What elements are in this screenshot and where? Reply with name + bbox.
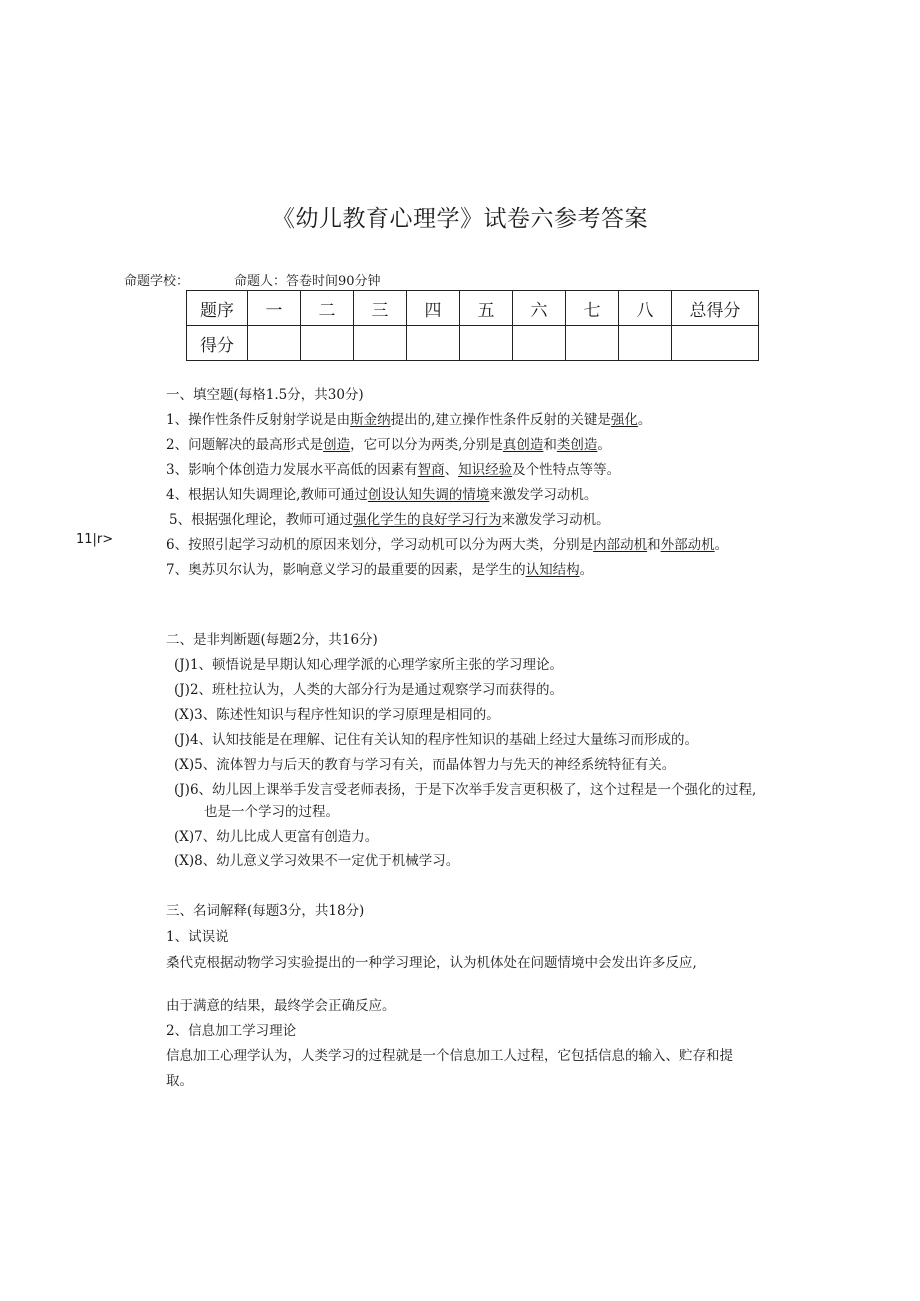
term-definition: 由于满意的结果，最终学会正确反应。 [166,998,396,1014]
judgment-item-continuation: 也是一个学习的过程。 [204,804,339,820]
page-title: 《幼儿教育心理学》试卷六参考答案 [272,206,648,232]
term-title: 2、信息加工学习理论 [166,1023,297,1039]
q-text: 4、根据认知失调理论,教师可通过 [166,487,368,503]
answer: 外部动机 [660,537,715,553]
answer: 强化学生的良好学习行为 [353,512,502,528]
answer: 斯金纳 [350,412,391,428]
score-cell [513,326,566,361]
judgment-item: (J)1、顿悟说是早期认知心理学派的心理学家所主张的学习理论。 [174,657,564,673]
q-text: 1、操作性条件反射射学说是由 [166,412,351,428]
answer: 智商 [417,462,445,478]
score-header-cell: 三 [354,291,407,326]
margin-note: 11|r> [76,532,114,547]
score-cell [248,326,301,361]
judgment-item: (J)4、认知技能是在理解、记住有关认知的程序性知识的基础上经过大量练习而形成的。 [174,732,699,748]
judgment-item: (J)2、班杜拉认为，人类的大部分行为是通过观察学习而获得的。 [174,682,564,698]
term-definition: 取。 [166,1073,193,1089]
score-cell [619,326,672,361]
judgment-item: (X)5、流体智力与后天的教育与学习有关，而晶体智力与先天的神经系统特征有关。 [174,757,676,773]
q-text: 5、根据强化理论，教师可通过 [169,512,354,528]
score-header-cell: 五 [460,291,513,326]
question-4 [166,486,597,504]
score-header-cell: 题序 [187,291,248,326]
answer: 知识经验 [458,462,513,478]
score-cell [460,326,513,361]
q-text: 2、问题解决的最高形式是 [166,437,324,453]
answer: 内部动机 [593,537,648,553]
q-text: 。 [579,562,594,578]
q-text: 及个性特点等等。 [512,462,621,478]
answer: 创设认知失调的情境 [367,487,490,503]
score-header-cell: 一 [248,291,301,326]
q-text: 。 [637,412,652,428]
score-cell [672,326,759,361]
q-text: 来激发学习动机。 [489,487,598,503]
score-header-cell: 六 [513,291,566,326]
question-2 [166,436,611,454]
section3-heading: 三、名词解释(每题3分，共18分) [166,903,365,919]
answer: 类创造 [556,437,598,453]
term-definition: 桑代克根据动物学习实验提出的一种学习理论，认为机体处在问题情境中会发出许多反应, [166,955,697,971]
score-header-cell: 四 [407,291,460,326]
q-text: ，它可以分为两类,分别是 [350,437,503,453]
score-header-cell: 八 [619,291,672,326]
q-text: 3、影响个体创造力发展水平高低的因素有 [166,462,418,478]
q-text: 和 [647,537,661,553]
judgment-item: (X)3、陈述性知识与程序性知识的学习原理是相同的。 [174,707,500,723]
score-cell [566,326,619,361]
question-1 [166,411,651,429]
score-header-cell: 七 [566,291,619,326]
q-text: 。 [714,537,729,553]
score-cell [354,326,407,361]
term-definition: 信息加工心理学认为，人类学习的过程就是一个信息加工人过程，它包括信息的输入、贮存和提 [166,1048,733,1064]
answer: 强化 [610,412,638,428]
author-time: 命题人：答卷时间90分钟 [234,274,381,289]
score-table [186,290,759,361]
judgment-item: (X)7、幼儿比成人更富有创造力。 [174,829,379,845]
q-text: 来激发学习动机。 [501,512,610,528]
score-header-cell: 二 [301,291,354,326]
score-cell [407,326,460,361]
q-text: 6、按照引起学习动机的原因来划分，学习动机可以分为两大类，分别是 [166,537,594,553]
score-table-score-row [187,326,759,361]
judgment-item: (X)8、幼儿意义学习效果不一定优于机械学习。 [174,853,460,869]
section1-heading: 一、填空题(每格1.5分，共30分) [166,387,364,403]
question-3 [166,461,620,479]
question-6 [166,536,728,554]
score-cell [301,326,354,361]
judgment-item: (J)6、幼儿因上课举手发言受老师表扬，于是下次举手发言更积极了，这个过程是一个强化的过程, [174,782,757,798]
answer: 创造 [323,437,351,453]
q-text: 、 [444,462,459,478]
answer: 认知结构 [525,562,580,578]
q-text: 。 [597,437,611,453]
q-text: 提出的,建立操作性条件反射的关键是 [390,412,611,428]
q-text: 和 [543,437,557,453]
section2-heading: 二、是非判断题(每题2分，共16分) [166,632,378,648]
question-5 [169,511,610,529]
term-title: 1、试误说 [166,929,229,945]
score-header-cell: 总得分 [672,291,759,326]
answer: 真创造 [502,437,544,453]
school-label: 命题学校： [124,274,190,289]
question-7 [166,561,593,579]
score-row-label: 得分 [187,326,248,361]
score-table-header-row [187,291,759,326]
q-text: 7、奥苏贝尔认为，影响意义学习的最重要的因素，是学生的 [166,562,526,578]
